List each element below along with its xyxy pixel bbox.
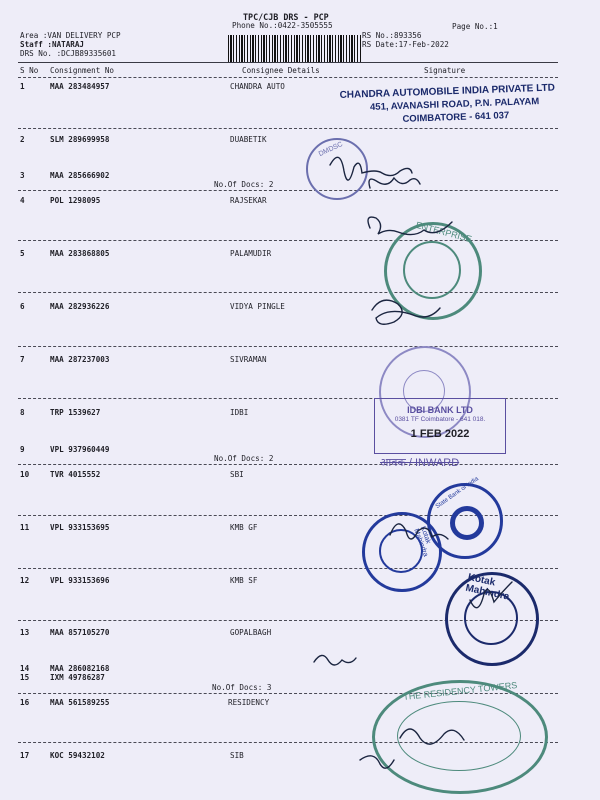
row-sno: 17 [20,751,30,760]
row-consignment: MAA 287237003 [50,355,110,364]
row-sno: 3 [20,171,25,180]
row-sno: 8 [20,408,25,417]
doc-title: TPC/CJB DRS - PCP [243,12,329,22]
row-sno: 2 [20,135,25,144]
chandra-stamp: CHANDRA AUTOMOBILE INDIA PRIVATE LTD 451, AVANASHI ROAD, P.N. PALAYAM COIMBATORE - 641 037 [339,82,556,125]
row-consignment: MAA 285666902 [50,171,110,180]
enterprise-stamp: ENTERPRISE [384,222,482,320]
row-sno: 10 [20,470,30,479]
kotak-stamp-1: Kotak Mahindra [362,512,442,592]
row-sno: 11 [20,523,30,532]
row-consignee: SIB [230,751,244,760]
page-number: Page No.:1 [452,22,498,31]
row-consignment: TVR 4015552 [50,470,101,479]
row-consignment: MAA 283484957 [50,82,110,91]
signature-row4 [369,178,420,188]
row-consignee: GOPALBAGH [230,628,272,637]
rs-date: RS Date:17-Feb-2022 [362,40,449,49]
kotak-stamp-2: Kotak Mahindra [445,572,539,666]
row-docs: No.Of Docs: 2 [214,454,274,463]
staff-label: Staff :NATARAJ [20,40,85,49]
row-consignee: RAJSEKAR [230,196,267,205]
row-sno: 4 [20,196,25,205]
row-sno: 15 [20,673,30,682]
signatures [300,140,600,780]
col-consignment: Consignment No [50,66,115,75]
row-consignee: CHANDRA AUTO [230,82,285,91]
row-consignment: SLM 289699958 [50,135,110,144]
signature-row12 [470,582,512,608]
col-sno: S No [20,66,39,75]
signature-row14 [314,655,356,665]
row-sno: 1 [20,82,25,91]
barcode [228,35,361,62]
row-consignment: POL 1298095 [50,196,101,205]
row-sno: 6 [20,302,25,311]
row-sno: 9 [20,445,25,454]
dmdsc-stamp: DMDSC [306,138,368,200]
rs-number: RS No.:893356 [362,31,422,40]
row-consignee: KMB GF [230,523,258,532]
row-consignee: DUABETIK [230,135,267,144]
row-consignment: MAA 286082168 [50,664,110,673]
signature-row16 [400,729,464,744]
row-consignment: VPL 937960449 [50,445,110,454]
col-signature: Signature [424,66,466,75]
row-consignment: IXM 49786287 [50,673,105,682]
row-consignee: RESIDENCY [228,698,270,707]
row-sno: 7 [20,355,25,364]
row-consignee: VIDYA PINGLE [230,302,285,311]
col-consignee: Consignee Details [242,66,320,75]
signature-row6 [372,300,440,324]
row-consignee: SBI [230,470,244,479]
phone-number: Phone No.:0422-3505555 [232,21,333,30]
residency-stamp: THE RESIDENCY TOWERS [372,680,548,794]
row-consignment: KOC 59432102 [50,751,105,760]
signature-row17 [360,756,394,768]
drs-number: DRS No. :DCJB89335601 [20,49,117,58]
row-sno: 12 [20,576,30,585]
row-docs: No.Of Docs: 2 [214,180,274,189]
area-label: Area :VAN DELIVERY PCP [20,31,121,40]
idbi-inward-stamp: IDBI BANK LTD 0381 TF Coimbatore - 641 018. 1 FEB 2022 [374,398,506,454]
row-consignment: VPL 933153696 [50,576,110,585]
signature-row5 [368,217,452,234]
row-consignee: SIVRAMAN [230,355,267,364]
signature-row3 [330,157,412,180]
row-consignee: IDBI [230,408,249,417]
signature-row11 [390,524,448,539]
row-sno: 13 [20,628,30,637]
row-consignment: MAA 283868805 [50,249,110,258]
row-consignee: PALAMUDIR [230,249,272,258]
row-consignee: KMB SF [230,576,258,585]
row-docs: No.Of Docs: 3 [212,683,272,692]
row-consignment: MAA 857105270 [50,628,110,637]
row-consignment: MAA 561589255 [50,698,110,707]
row-sno: 5 [20,249,25,258]
sbi-stamp: State Bank of India [427,483,503,559]
row-consignment: VPL 933153695 [50,523,110,532]
row-consignment: MAA 282936226 [50,302,110,311]
row-sno: 16 [20,698,30,707]
idbi-inward-label: आवक / INWARD [380,457,460,469]
row-sno: 14 [20,664,30,673]
row-consignment: TRP 1539627 [50,408,101,417]
